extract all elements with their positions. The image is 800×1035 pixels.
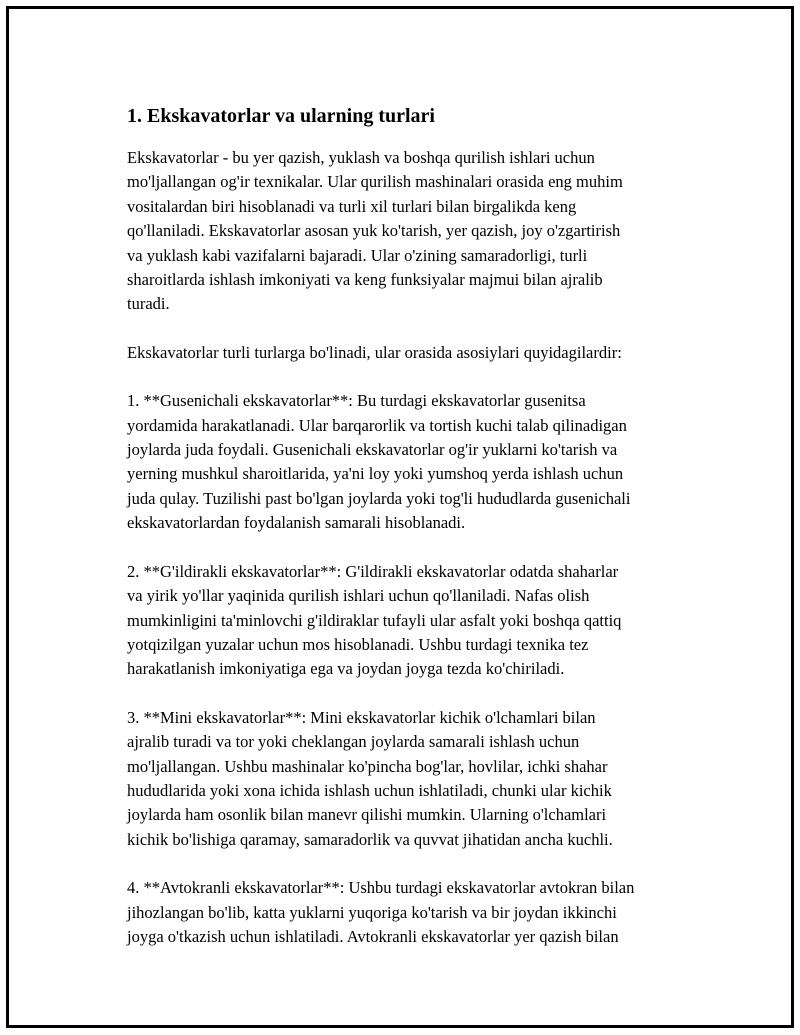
text-line: qo'llaniladi. Ekskavatorlar asosan yuk ko'tarish, yer qazish, joy o'zgartirish bbox=[127, 221, 621, 241]
text-line: harakatlanish imkoniyatiga ega va joydan joyga tezda ko'chiriladi. bbox=[127, 659, 565, 679]
text-line: hududlarida yoki xona ichida ishlash uchun ishlatiladi, chunki ular kichik bbox=[127, 780, 612, 800]
text-line: joylarda ham osonlik bilan manevr qilishi mumkin. Ularning o'lchamlari bbox=[127, 805, 607, 825]
text-line: sharoitlarda ishlash imkoniyati va keng funksiyalar majmui bilan ajralib bbox=[127, 270, 603, 290]
text-line: yordamida harakatlanadi. Ular barqarorlik va tortish kuchi talab qilinadigan bbox=[127, 415, 627, 435]
text-line: joylarda juda foydali. Gusenichali ekskavatorlar og'ir yuklarni ko'tarish va bbox=[127, 440, 618, 460]
text-line: 3. **Mini ekskavatorlar**: Mini ekskavatorlar kichik o'lchamlari bilan bbox=[127, 707, 596, 727]
text-line: mo'ljallangan og'ir texnikalar. Ular qurilish mashinalari orasida eng muhim bbox=[127, 172, 623, 192]
text-line: yerning mushkul sharoitlarida, ya'ni loy yoki yumshoq yerda ishlash uchun bbox=[127, 464, 624, 484]
text-line: juda qulay. Tuzilishi past bo'lgan joylarda yoki tog'li hududlarda gusenichali bbox=[127, 488, 631, 508]
paragraph-intro bbox=[127, 146, 707, 317]
text-line: kichik bo'lishiga qaramay, samaradorlik va quvvat jihatidan ancha kuchli. bbox=[127, 829, 613, 849]
paragraph-types-intro bbox=[127, 341, 707, 365]
text-line: 1. **Gusenichali ekskavatorlar**: Bu turdagi ekskavatorlar gusenitsa bbox=[127, 391, 586, 411]
text-line: va yuklash kabi vazifalarni bajaradi. Ular o'zining samaradorligi, turli bbox=[127, 245, 588, 265]
text-line: 4. **Avtokranli ekskavatorlar**: Ushbu turdagi ekskavatorlar avtokran bilan bbox=[127, 878, 635, 898]
text-line: yotqizilgan yuzalar uchun mos hisoblanadi. Ushbu turdagi texnika tez bbox=[127, 634, 589, 654]
text-line: 2. **G'ildirakli ekskavatorlar**: G'ildirakli ekskavatorlar odatda shaharlar bbox=[127, 561, 619, 581]
text-line: Ekskavatorlar turli turlarga bo'linadi, ular orasida asosiylari quyidagilardir: bbox=[127, 342, 622, 362]
paragraph-item-3 bbox=[127, 706, 707, 852]
text-line: mo'ljallangan. Ushbu mashinalar ko'pincha bog'lar, hovlilar, ichki shahar bbox=[127, 756, 608, 776]
section-heading: 1. Ekskavatorlar va ularning turlari bbox=[127, 105, 435, 127]
text-line: mumkinligini ta'minlovchi g'ildiraklar tufayli ular asfalt yoki boshqa qattiq bbox=[127, 610, 622, 630]
paragraph-item-1 bbox=[127, 389, 707, 535]
text-line: vositalardan biri hisoblanadi va turli xil turlari bilan birgalikda keng bbox=[127, 196, 577, 216]
text-line: joyga o'tkazish uchun ishlatiladi. Avtokranli ekskavatorlar yer qazish bilan bbox=[127, 926, 619, 946]
text-line: va yirik yo'llar yaqinida qurilish ishlari uchun qo'llaniladi. Nafas olish bbox=[127, 586, 590, 606]
text-line: jihozlangan bo'lib, katta yuklarni yuqoriga ko'tarish va bir joydan ikkinchi bbox=[127, 902, 617, 922]
text-line: turadi. bbox=[127, 294, 170, 314]
text-line: ajralib turadi va tor yoki cheklangan joylarda samarali ishlash uchun bbox=[127, 732, 580, 752]
text-line: Ekskavatorlar - bu yer qazish, yuklash va boshqa qurilish ishlari uchun bbox=[127, 148, 595, 167]
text-line: ekskavatorlardan foydalanish samarali hisoblanadi. bbox=[127, 513, 466, 533]
page-frame bbox=[6, 6, 794, 1028]
paragraph-item-2 bbox=[127, 560, 707, 682]
document-body bbox=[127, 103, 707, 973]
paragraph-item-4 bbox=[127, 876, 707, 949]
